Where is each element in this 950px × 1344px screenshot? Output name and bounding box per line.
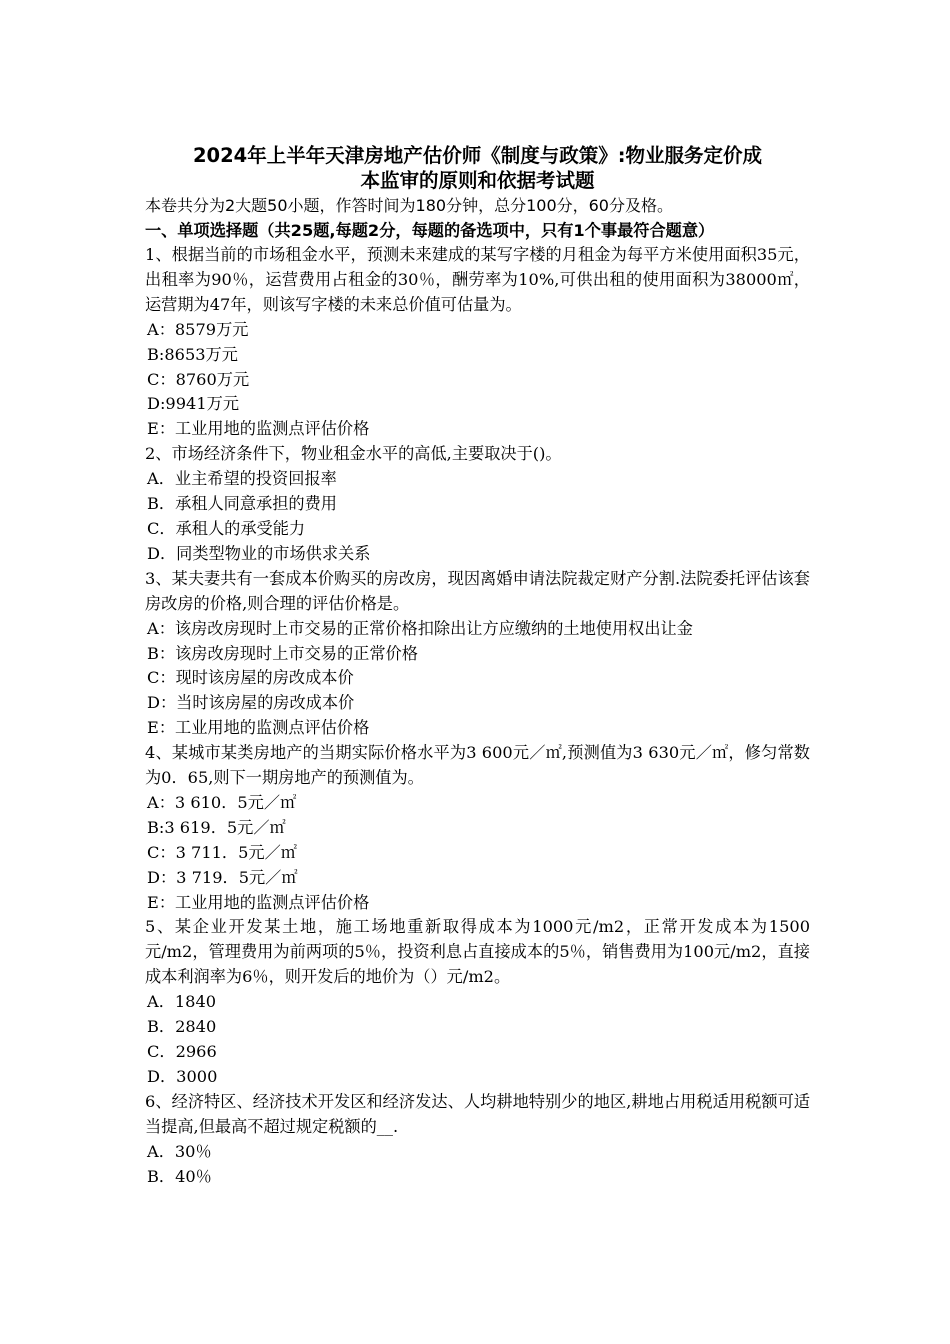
option-a: A：该房改房现时上市交易的正常价格扣除出让方应缴纳的土地使用权出让金 bbox=[147, 618, 693, 638]
question-stem: 4、某城市某类房地产的当期实际价格水平为3 600元／㎡,预测值为3 630元／㎡，修匀常数为0．65,则下一期房地产的预测值为。 bbox=[145, 743, 810, 788]
question-2 bbox=[145, 442, 810, 567]
option-d: D．同类型物业的市场供求关系 bbox=[147, 543, 371, 563]
question-stem: 5、某企业开发某土地，施工场地重新取得成本为1000元/m2，正常开发成本为1500元/m2，管理费用为前两项的5％，投资利息占直接成本的5％，销售费用为100元/m2，直接成本利润率为6％，则开发后的地价为（）元/m2。 bbox=[145, 917, 810, 987]
option-c: C．2966 bbox=[147, 1042, 217, 1061]
question-stem: 6、经济特区、经济技术开发区和经济发达、人均耕地特别少的地区,耕地占用税适用税额可适当提高,但最高不超过规定税额的__. bbox=[145, 1091, 810, 1136]
document-title-line-2: 本监审的原则和依据考试题 bbox=[360, 169, 595, 192]
option-a: A．30％ bbox=[147, 1141, 212, 1161]
option-b: B:3 619．5元／㎡ bbox=[147, 817, 286, 837]
option-d: D:9941万元 bbox=[147, 394, 240, 414]
option-b: B．承租人同意承担的费用 bbox=[147, 494, 337, 514]
question-6 bbox=[145, 1090, 810, 1190]
question-stem: 3、某夫妻共有一套成本价购买的房改房，现因离婚申请法院裁定财产分割.法院委托评估该套房改房的价格,则合理的评估价格是。 bbox=[145, 568, 810, 613]
option-c: C：现时该房屋的房改成本价 bbox=[147, 668, 354, 688]
option-e: E：工业用地的监测点评估价格 bbox=[147, 419, 370, 439]
question-4 bbox=[145, 741, 810, 915]
question-1 bbox=[145, 243, 810, 442]
option-c: C：8760万元 bbox=[147, 369, 250, 389]
option-d: D．3000 bbox=[147, 1066, 218, 1086]
option-b: B．40％ bbox=[147, 1166, 212, 1186]
question-stem: 2、市场经济条件下，物业租金水平的高低,主要取决于()。 bbox=[145, 444, 562, 464]
document-title-line-1: 2024年上半年天津房地产估价师《制度与政策》:物业服务定价成 bbox=[192, 144, 763, 167]
exam-intro: 本卷共分为2大题50小题，作答时间为180分钟，总分100分，60分及格。 bbox=[145, 196, 673, 215]
question-5 bbox=[145, 915, 810, 1089]
option-b: B：该房改房现时上市交易的正常价格 bbox=[147, 643, 418, 663]
option-b: B．2840 bbox=[147, 1017, 217, 1037]
option-a: A．业主希望的投资回报率 bbox=[147, 469, 337, 489]
option-c: C：3 711．5元／㎡ bbox=[147, 842, 297, 862]
document-page bbox=[145, 143, 810, 1189]
option-b: B:8653万元 bbox=[147, 344, 238, 364]
option-d: D：3 719．5元／㎡ bbox=[147, 867, 298, 887]
option-a: A．1840 bbox=[147, 992, 217, 1012]
option-a: A：3 610．5元／㎡ bbox=[147, 792, 297, 812]
question-stem: 1、根据当前的市场租金水平，预测未来建成的某写字楼的月租金为每平方米使用面积35元，出租率为90％，运营费用占租金的30％，酬劳率为10%,可供出租的使用面积为38000㎡，运营期为47年，则该写字楼的未来总价值可估量为。 bbox=[145, 245, 810, 314]
question-3 bbox=[145, 567, 810, 741]
option-d: D：当时该房屋的房改成本价 bbox=[147, 693, 355, 713]
option-e: E：工业用地的监测点评估价格 bbox=[147, 892, 370, 912]
option-a: A：8579万元 bbox=[147, 319, 249, 339]
option-c: C．承租人的承受能力 bbox=[147, 518, 306, 538]
section-heading: 一、单项选择题（共25题,每题2分，每题的备选项中，只有1个事最符合题意） bbox=[145, 221, 715, 240]
option-e: E：工业用地的监测点评估价格 bbox=[147, 718, 370, 738]
